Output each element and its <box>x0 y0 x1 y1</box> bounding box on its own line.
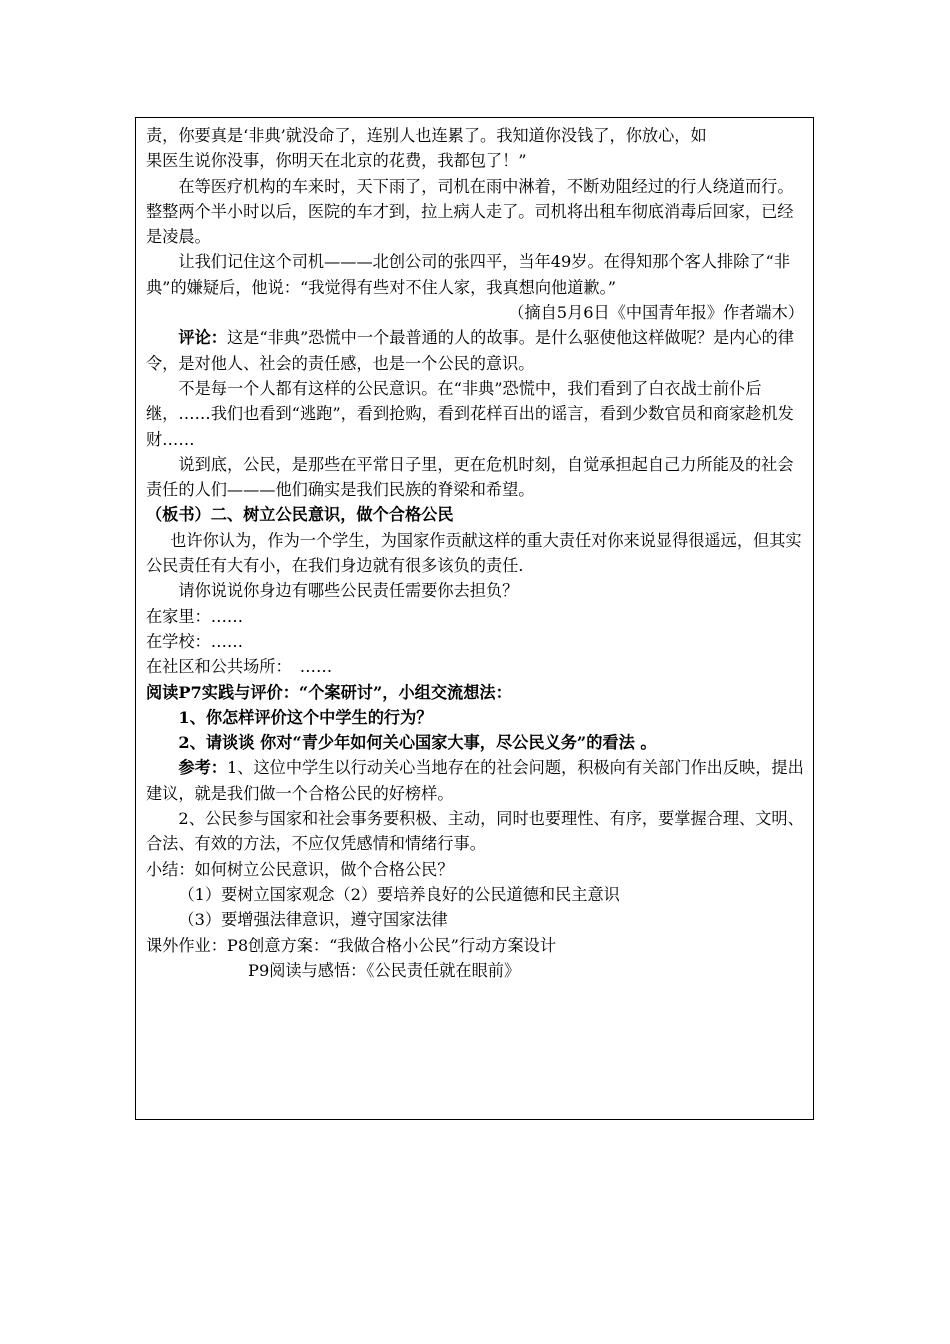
story-line-2: 果医生说你没事，你明天在北京的花费，我都包了！” <box>146 151 527 171</box>
story-paragraph-rain: 在等医疗机构的车来时，天下雨了，司机在雨中淋着，不断劝阻经过的行人绕道而行。整整两个半小时以后，医院的车才到，拉上病人走了。司机将出租车彻底消毒后回家，已经是凌晨。 <box>146 176 794 247</box>
summary-line-1: （1）要树立国家观念（2）要培养良好的公民道德和民主意识 <box>178 884 620 904</box>
at-school-line: 在学校：…… <box>146 631 244 651</box>
lesson-table-cell <box>135 117 814 1120</box>
comment-label: 评论： <box>178 328 227 348</box>
story-paragraph-driver: 让我们记住这个司机———北创公司的张四平，当年49岁。在得知那个客人排除了“非典”的嫌疑后，他说：“我觉得有些对不住人家，我真想向他道歉。” <box>146 252 791 297</box>
homework-line-2: P9阅读与感悟：《公民责任就在眼前》 <box>248 960 521 980</box>
story-source: （摘自5月6日《中国青年报》作者端木） <box>508 303 804 323</box>
at-home-line: 在家里：…… <box>146 606 244 626</box>
summary-title: 小结：如何树立公民意识，做个合格公民？ <box>146 859 454 879</box>
lesson-content <box>146 123 808 983</box>
story-line-1: 责，你要真是‘非典’就没命了，连别人也连累了。我知道你没钱了，你放心，如 <box>146 126 707 145</box>
comment-paragraph-3: 说到底，公民，是那些在平常日子里，更在危机时刻，自觉承担起自己力所能及的社会责任的人们———他们确实是我们民族的脊梁和希望。 <box>146 454 794 500</box>
summary-line-2: （3）要增强法律意识，遵守国家法律 <box>178 910 448 930</box>
community-line: 在社区和公共场所： …… <box>146 657 333 677</box>
reference-label: 参考： <box>178 758 227 778</box>
board-heading: （板书）二、树立公民意识，做个合格公民 <box>146 505 454 525</box>
responsibility-prompt: 请你说说你身边有哪些公民责任需要你去担负？ <box>178 581 519 601</box>
comment-paragraph <box>146 325 808 376</box>
reading-heading: 阅读P7实践与评价：“个案研讨”，小组交流想法： <box>146 682 512 702</box>
reference-text-1: 1、这位中学生以行动关心当地存在的社会问题，积极向有关部门作出反映，提出建议，就是我们做一个合格公民的好榜样。 <box>146 758 804 803</box>
comment-text: 这是“非典”恐慌中一个最普通的人的故事。是什么驱使他这样做呢？是内心的律令，是对他人、社会的责任感，也是一个公民的意识。 <box>146 328 794 373</box>
reference-paragraph-1 <box>146 755 808 806</box>
reference-paragraph-2: 2、公民参与国家和社会事务要积极、主动，同时也要理性、有序，要掌握合理、文明、合法、有效的方法，不应仅凭感情和情绪行事。 <box>146 809 804 854</box>
comment-paragraph-2: 不是每一个人都有这样的公民意识。在“非典”恐慌中，我们看到了白衣战士前仆后继，……我们也看到“逃跑”，看到抢购，看到花样百出的谣言，看到少数官员和商家趁机发财…… <box>146 378 794 449</box>
question-2: 2、请谈谈 你对“青少年如何关心国家大事，尽公民义务”的看法 。 <box>178 733 657 753</box>
responsibility-paragraph: 也许你认为，作为一个学生，为国家作贡献这样的重大责任对你来说显得很遥远，但其实公民责任有大有小，在我们身边就有很多该负的责任. <box>146 530 802 576</box>
homework-line-1: 课外作业：P8创意方案：“我做合格小公民”行动方案设计 <box>146 935 557 955</box>
question-1: 1、你怎样评价这个中学生的行为？ <box>178 707 433 727</box>
